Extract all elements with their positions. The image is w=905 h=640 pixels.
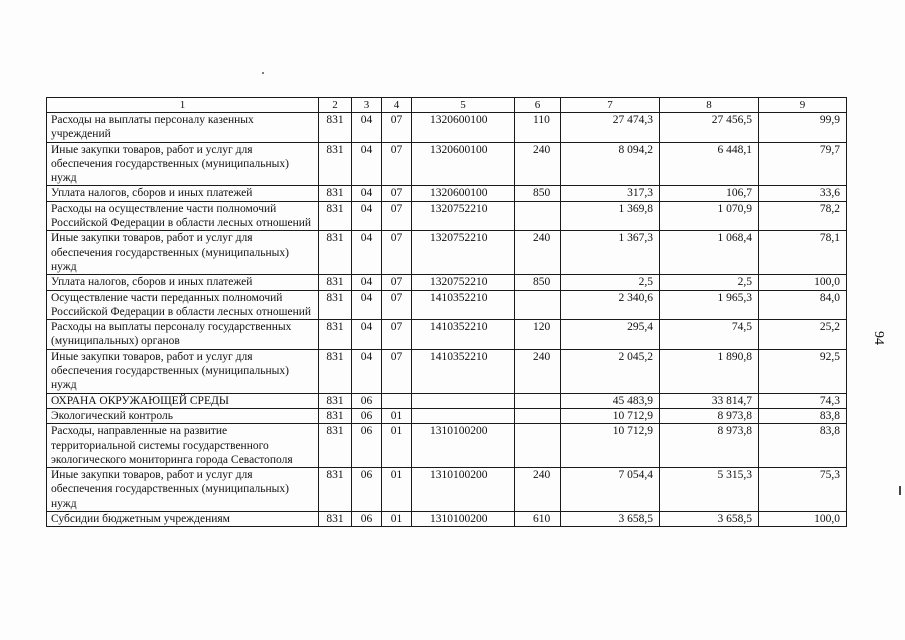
row-name-cell: Расходы на выплаты персоналу государственных (муниципальных) органов xyxy=(47,320,319,350)
ministry-code-cell: 831 xyxy=(319,275,352,290)
expense-type-cell: 240 xyxy=(515,231,561,275)
subsection-code-cell: 07 xyxy=(382,142,412,186)
executed-amount-cell: 1 890,8 xyxy=(660,349,759,393)
expense-type-cell: 850 xyxy=(515,275,561,290)
section-code-cell: 04 xyxy=(352,186,382,201)
table-row xyxy=(47,408,847,423)
ministry-code-cell: 831 xyxy=(319,320,352,350)
ministry-code-cell: 831 xyxy=(319,424,352,468)
percent-cell: 33,6 xyxy=(759,186,847,201)
section-code-cell: 06 xyxy=(352,408,382,423)
expense-type-cell: 110 xyxy=(515,113,561,143)
expense-type-cell xyxy=(515,393,561,408)
ministry-code-cell: 831 xyxy=(319,349,352,393)
percent-cell: 99,9 xyxy=(759,113,847,143)
subsection-code-cell: 07 xyxy=(382,201,412,231)
planned-amount-cell: 8 094,2 xyxy=(561,142,660,186)
section-code-cell: 04 xyxy=(352,275,382,290)
subsection-code-cell xyxy=(382,393,412,408)
row-name-cell: Субсидии бюджетным учреждениям xyxy=(47,512,319,527)
executed-amount-cell: 74,5 xyxy=(660,320,759,350)
section-code-cell: 04 xyxy=(352,142,382,186)
percent-cell: 100,0 xyxy=(759,275,847,290)
header-cell: 5 xyxy=(412,98,515,113)
percent-cell: 84,0 xyxy=(759,290,847,320)
section-code-cell: 04 xyxy=(352,349,382,393)
row-name-cell: Иные закупки товаров, работ и услуг для обеспечения государственных (муниципальных) нужд xyxy=(47,468,319,512)
subsection-code-cell: 01 xyxy=(382,512,412,527)
subsection-code-cell: 07 xyxy=(382,113,412,143)
scan-edge-mark xyxy=(899,486,901,495)
section-code-cell: 04 xyxy=(352,113,382,143)
expense-type-cell: 120 xyxy=(515,320,561,350)
row-name-cell: Расходы на осуществление части полномочий Российской Федерации в области лесных отношений xyxy=(47,201,319,231)
target-article-cell: 1310100200 xyxy=(412,424,515,468)
subsection-code-cell: 07 xyxy=(382,320,412,350)
percent-cell: 79,7 xyxy=(759,142,847,186)
ministry-code-cell: 831 xyxy=(319,393,352,408)
ministry-code-cell: 831 xyxy=(319,231,352,275)
table-row xyxy=(47,512,847,527)
header-cell: 2 xyxy=(319,98,352,113)
target-article-cell: 1410352210 xyxy=(412,320,515,350)
expense-type-cell: 850 xyxy=(515,186,561,201)
percent-cell: 83,8 xyxy=(759,408,847,423)
expense-type-cell xyxy=(515,424,561,468)
ministry-code-cell: 831 xyxy=(319,512,352,527)
table-row xyxy=(47,468,847,512)
target-article-cell: 1320752210 xyxy=(412,231,515,275)
row-name-cell: Расходы, направленные на развитие территориальной системы государственного экологического мониторинга города Севастополя xyxy=(47,424,319,468)
executed-amount-cell: 8 973,8 xyxy=(660,424,759,468)
executed-amount-cell: 2,5 xyxy=(660,275,759,290)
row-name-cell: Иные закупки товаров, работ и услуг для обеспечения государственных (муниципальных) нужд xyxy=(47,142,319,186)
subsection-code-cell: 07 xyxy=(382,290,412,320)
planned-amount-cell: 2 045,2 xyxy=(561,349,660,393)
target-article-cell: 1320752210 xyxy=(412,201,515,231)
table-row xyxy=(47,393,847,408)
section-code-cell: 04 xyxy=(352,320,382,350)
planned-amount-cell: 27 474,3 xyxy=(561,113,660,143)
header-cell: 4 xyxy=(382,98,412,113)
expense-type-cell: 240 xyxy=(515,142,561,186)
row-name-cell: Иные закупки товаров, работ и услуг для обеспечения государственных (муниципальных) нужд xyxy=(47,349,319,393)
executed-amount-cell: 1 068,4 xyxy=(660,231,759,275)
planned-amount-cell: 1 367,3 xyxy=(561,231,660,275)
executed-amount-cell: 106,7 xyxy=(660,186,759,201)
target-article-cell: 1310100200 xyxy=(412,468,515,512)
planned-amount-cell: 3 658,5 xyxy=(561,512,660,527)
target-article-cell: 1310100200 xyxy=(412,512,515,527)
planned-amount-cell: 2,5 xyxy=(561,275,660,290)
executed-amount-cell: 8 973,8 xyxy=(660,408,759,423)
table-row xyxy=(47,186,847,201)
section-code-cell: 06 xyxy=(352,393,382,408)
table-row xyxy=(47,349,847,393)
row-name-cell: Экологический контроль xyxy=(47,408,319,423)
planned-amount-cell: 295,4 xyxy=(561,320,660,350)
table-row xyxy=(47,424,847,468)
executed-amount-cell: 33 814,7 xyxy=(660,393,759,408)
target-article-cell xyxy=(412,393,515,408)
scan-speck xyxy=(262,72,264,74)
target-article-cell: 1320752210 xyxy=(412,275,515,290)
row-name-cell: Уплата налогов, сборов и иных платежей xyxy=(47,275,319,290)
executed-amount-cell: 1 965,3 xyxy=(660,290,759,320)
row-name-cell: Расходы на выплаты персоналу казенных учреждений xyxy=(47,113,319,143)
subsection-code-cell: 07 xyxy=(382,275,412,290)
percent-cell: 74,3 xyxy=(759,393,847,408)
percent-cell: 83,8 xyxy=(759,424,847,468)
table-row xyxy=(47,142,847,186)
subsection-code-cell: 01 xyxy=(382,468,412,512)
target-article-cell: 1410352210 xyxy=(412,349,515,393)
table-row xyxy=(47,231,847,275)
expense-type-cell: 240 xyxy=(515,349,561,393)
table-row xyxy=(47,275,847,290)
subsection-code-cell: 01 xyxy=(382,408,412,423)
header-cell: 1 xyxy=(47,98,319,113)
percent-cell: 78,1 xyxy=(759,231,847,275)
target-article-cell: 1410352210 xyxy=(412,290,515,320)
expense-type-cell: 610 xyxy=(515,512,561,527)
section-code-cell: 06 xyxy=(352,468,382,512)
subsection-code-cell: 07 xyxy=(382,349,412,393)
planned-amount-cell: 317,3 xyxy=(561,186,660,201)
table-row xyxy=(47,113,847,143)
percent-cell: 92,5 xyxy=(759,349,847,393)
executed-amount-cell: 27 456,5 xyxy=(660,113,759,143)
section-code-cell: 04 xyxy=(352,231,382,275)
planned-amount-cell: 45 483,9 xyxy=(561,393,660,408)
target-article-cell: 1320600100 xyxy=(412,142,515,186)
table-row xyxy=(47,290,847,320)
planned-amount-cell: 7 054,4 xyxy=(561,468,660,512)
section-code-cell: 06 xyxy=(352,512,382,527)
header-row xyxy=(47,98,847,113)
ministry-code-cell: 831 xyxy=(319,186,352,201)
planned-amount-cell: 2 340,6 xyxy=(561,290,660,320)
header-cell: 9 xyxy=(759,98,847,113)
section-code-cell: 04 xyxy=(352,290,382,320)
header-cell: 3 xyxy=(352,98,382,113)
expense-type-cell: 240 xyxy=(515,468,561,512)
subsection-code-cell: 01 xyxy=(382,424,412,468)
section-code-cell: 06 xyxy=(352,424,382,468)
row-name-cell: Иные закупки товаров, работ и услуг для обеспечения государственных (муниципальных) нужд xyxy=(47,231,319,275)
executed-amount-cell: 5 315,3 xyxy=(660,468,759,512)
header-cell: 6 xyxy=(515,98,561,113)
ministry-code-cell: 831 xyxy=(319,290,352,320)
planned-amount-cell: 10 712,9 xyxy=(561,408,660,423)
percent-cell: 25,2 xyxy=(759,320,847,350)
row-name-cell: Осуществление части переданных полномочий Российской Федерации в области лесных отношений xyxy=(47,290,319,320)
page-number: 94 xyxy=(871,331,886,345)
executed-amount-cell: 3 658,5 xyxy=(660,512,759,527)
percent-cell: 100,0 xyxy=(759,512,847,527)
table-row xyxy=(47,320,847,350)
target-article-cell: 1320600100 xyxy=(412,113,515,143)
row-name-cell: ОХРАНА ОКРУЖАЮЩЕЙ СРЕДЫ xyxy=(47,393,319,408)
subsection-code-cell: 07 xyxy=(382,231,412,275)
table-body xyxy=(47,113,847,527)
executed-amount-cell: 6 448,1 xyxy=(660,142,759,186)
header-cell: 7 xyxy=(561,98,660,113)
expense-type-cell xyxy=(515,408,561,423)
budget-table xyxy=(46,97,847,527)
expense-type-cell xyxy=(515,201,561,231)
subsection-code-cell: 07 xyxy=(382,186,412,201)
ministry-code-cell: 831 xyxy=(319,142,352,186)
ministry-code-cell: 831 xyxy=(319,468,352,512)
target-article-cell: 1320600100 xyxy=(412,186,515,201)
target-article-cell xyxy=(412,408,515,423)
expense-type-cell xyxy=(515,290,561,320)
planned-amount-cell: 10 712,9 xyxy=(561,424,660,468)
ministry-code-cell: 831 xyxy=(319,201,352,231)
percent-cell: 75,3 xyxy=(759,468,847,512)
ministry-code-cell: 831 xyxy=(319,113,352,143)
row-name-cell: Уплата налогов, сборов и иных платежей xyxy=(47,186,319,201)
header-cell: 8 xyxy=(660,98,759,113)
section-code-cell: 04 xyxy=(352,201,382,231)
planned-amount-cell: 1 369,8 xyxy=(561,201,660,231)
percent-cell: 78,2 xyxy=(759,201,847,231)
ministry-code-cell: 831 xyxy=(319,408,352,423)
table-row xyxy=(47,201,847,231)
executed-amount-cell: 1 070,9 xyxy=(660,201,759,231)
